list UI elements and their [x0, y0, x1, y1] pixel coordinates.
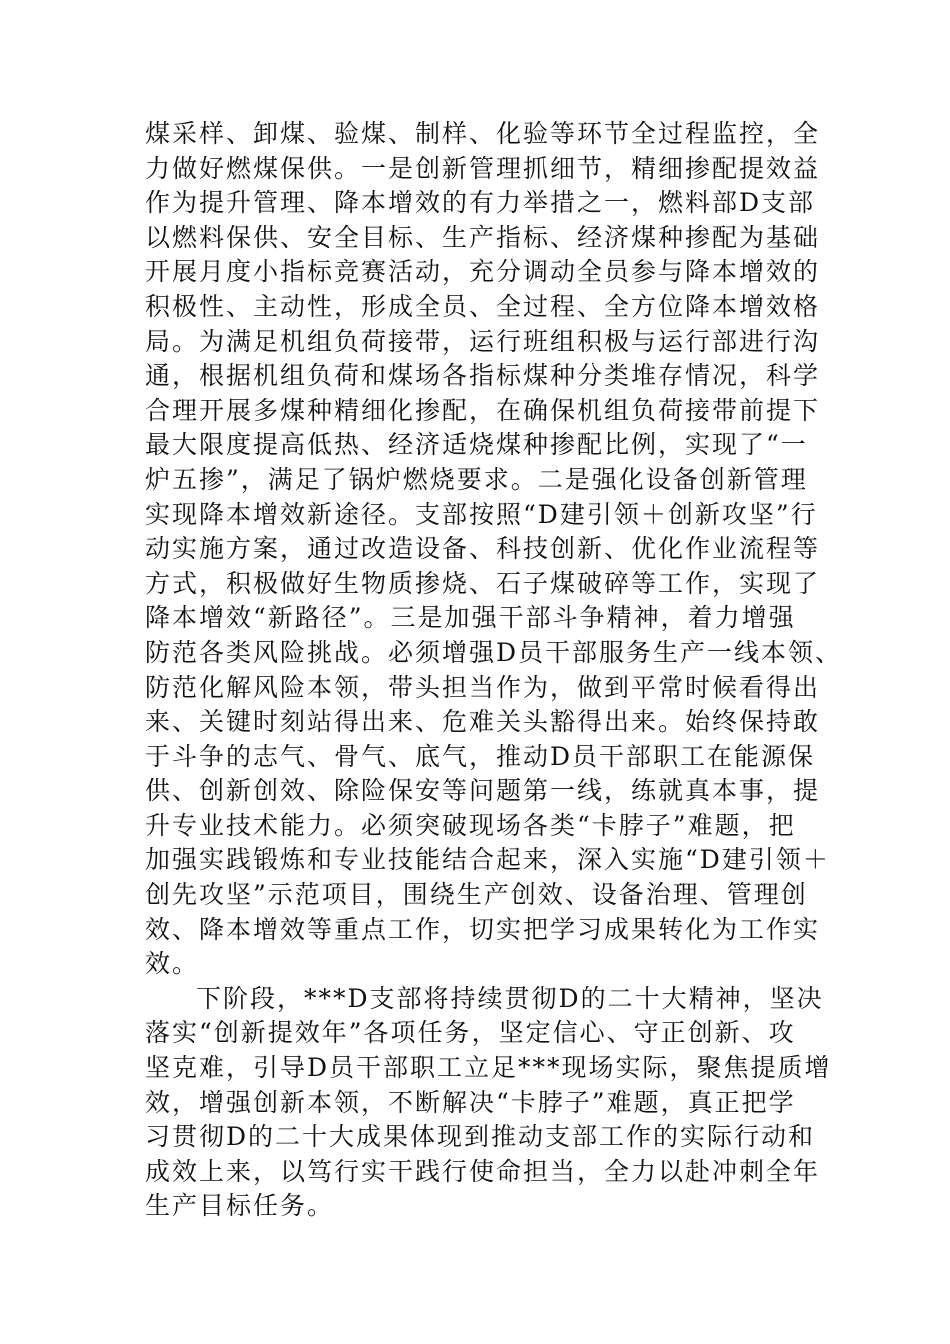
text-line: 合理开展多煤种精细化掺配，在确保机组负荷接带前提下 [145, 395, 821, 425]
text-line: 下阶段，***D支部将持续贯彻D的二十大精神，坚决 [196, 983, 824, 1013]
text-line: 作为提升管理、降本增效的有力举措之一，燃料部D支部 [145, 188, 816, 218]
text-line: 实现降本增效新途径。支部按照“D建引领＋创新攻坚”行 [145, 499, 818, 529]
text-line: 以燃料保供、安全目标、生产指标、经济煤种掺配为基础 [145, 222, 821, 252]
text-line: 坚克难，引导D员干部职工立足***现场实际，聚焦提质增 [145, 1053, 832, 1083]
text-line: 效，增强创新本领，不断解决“卡脖子”难题，真正把学 [145, 1087, 796, 1117]
text-line: 降本增效“新路径”。三是加强干部斗争精神，着力增强 [145, 603, 796, 633]
text-line: 于斗争的志气、骨气、底气，推动D员干部职工在能源保 [145, 741, 816, 771]
text-line: 生产目标任务。 [145, 1191, 335, 1221]
text-line: 效。 [145, 949, 200, 979]
text-line: 力做好燃煤保供。一是创新管理抓细节，精细掺配提效益 [145, 153, 821, 183]
text-line: 升专业技术能力。必须突破现场各类“卡脖子”难题，把 [145, 810, 796, 840]
paragraph-1 [145, 117, 843, 982]
text-line: 最大限度提高低热、经济适烧煤种掺配比例，实现了“一 [145, 430, 808, 460]
paragraph-2 [145, 982, 832, 1224]
text-line: 动实施方案，通过改造设备、科技创新、优化作业流程等 [145, 534, 821, 564]
document-body [145, 117, 843, 1224]
text-line: 效、降本增效等重点工作，切实把学习成果转化为工作实 [145, 914, 821, 944]
text-line: 创先攻坚”示范项目，围绕生产创效、设备治理、管理创 [145, 880, 808, 910]
text-line: 成效上来，以笃行实干践行使命担当，全力以赴冲刺全年 [145, 1156, 821, 1186]
text-line: 防范各类风险挑战。必须增强D员干部服务生产一线本领、 [145, 637, 843, 667]
text-line: 炉五掺”，满足了锅炉燃烧要求。二是强化设备创新管理 [145, 464, 808, 494]
text-line: 落实“创新提效年”各项任务，坚定信心、守正创新、攻 [145, 1018, 796, 1048]
text-line: 加强实践锻炼和专业技能结合起来，深入实施“D建引领＋ [145, 845, 830, 875]
text-line: 煤采样、卸煤、验煤、制样、化验等环节全过程监控，全 [145, 119, 821, 148]
text-line: 局。为满足机组负荷接带，运行班组积极与运行部进行沟 [145, 326, 821, 356]
text-line: 积极性、主动性，形成全员、全过程、全方位降本增效格 [145, 291, 821, 321]
text-line: 防范化解风险本领，带头担当作为，做到平常时候看得出 [145, 672, 821, 702]
text-line: 供、创新创效、除险保安等问题第一线，练就真本事，提 [145, 776, 821, 806]
text-line: 开展月度小指标竞赛活动，充分调动全员参与降本增效的 [145, 257, 821, 287]
text-line: 通，根据机组负荷和煤场各指标煤种分类堆存情况，科学 [145, 361, 821, 391]
text-line: 来、关键时刻站得出来、危难关头豁得出来。始终保持敢 [145, 707, 821, 737]
text-line: 方式，积极做好生物质掺烧、石子煤破碎等工作，实现了 [145, 568, 821, 598]
text-line: 习贯彻D的二十大成果体现到推动支部工作的实际行动和 [145, 1122, 816, 1152]
